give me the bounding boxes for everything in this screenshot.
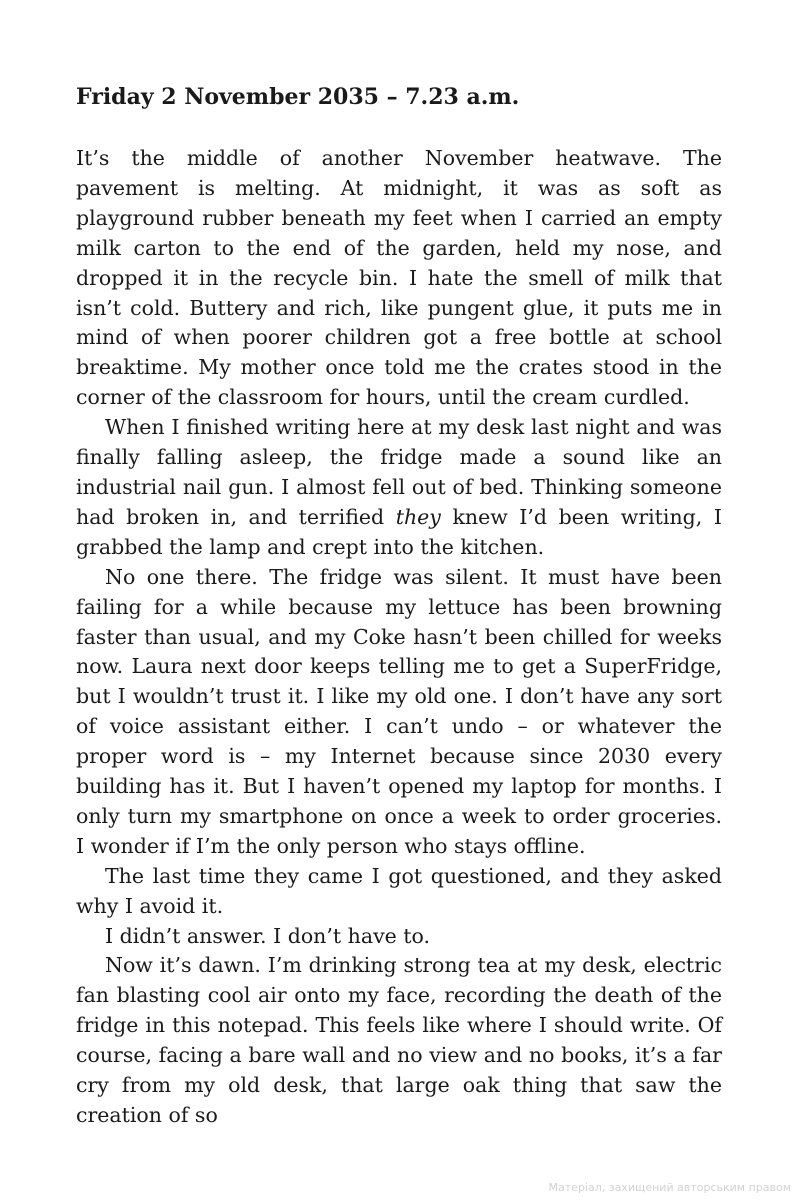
paragraph-1: It’s the middle of another November heatwave. The pavement is melting. At midnight, it was as soft as playground rubber beneath my feet when I carried an empty milk carton to the end of the garden, held my nose, and dropped it in the recycle bin. I hate the smell of milk that isn’t cold. Buttery and rich, like pungent glue, it puts me in mind of when poorer children got a free bottle at school breaktime. My mother once told me the crates stood in the corner of the classroom for hours, until the cream curdled. [76,146,722,410]
paragraph-2-end: knew I’d been writing, I grabbed the lamp and crept into the kitchen. [76,504,722,559]
copyright-watermark: Матеріал, захищений авторським правом [548,1181,791,1194]
paragraph-3: No one there. The fridge was silent. It must have been failing for a while because my lettuce has been browning faster than usual, and my Coke hasn’t been chilled for weeks now. Laura next door keeps telling me to get a SuperFridge, but I wouldn’t trust it. I like my old one. I don’t have any sort of voice assistant either. I can’t undo – or whatever the proper word is – my Internet because since 2030 every building has it. But I haven’t opened my laptop for months. I only turn my smartphone on once a week to order groceries. I wonder if I’m the only person who stays offline. [76,564,722,858]
page-content [76,82,722,1131]
paragraph-2-italic-word: they [395,504,441,529]
paragraph-2 [76,413,722,563]
paragraph-5: I didn’t answer. I don’t have to. [105,923,431,948]
body-text [76,144,722,1131]
paragraph-2-start: When I finished writing here at my desk last night and was finally falling asleep, the fridge made a sound like an industrial nail gun. I almost fell out of bed. Thinking someone had broken in, and terrified [76,415,722,529]
paragraph-4: The last time they came I got questioned, and they asked why I avoid it. [76,863,722,918]
paragraph-6: Now it’s dawn. I’m drinking strong tea at my desk, electric fan blasting cool air onto my face, recording the death of the fridge in this notepad. This feels like where I should write. Of course, facing a bare wall and no view and no books, it’s a far cry from my old desk, that large oak thing that saw the creation of so [76,953,722,1127]
diary-entry-heading: Friday 2 November 2035 – 7.23 a.m. [76,84,520,110]
